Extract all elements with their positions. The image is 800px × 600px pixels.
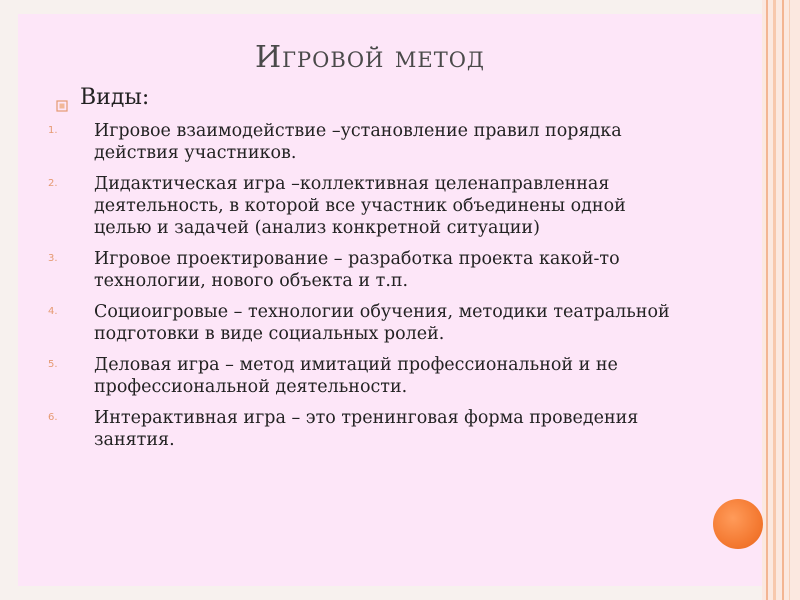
list-item (48, 248, 688, 292)
list-item-text: Деловая игра – метод имитаций профессиональной и не профессиональной деятельности. (94, 355, 618, 397)
side-decoration-line (773, 0, 776, 600)
list-item-text: Дидактическая игра –коллективная целенаправленная деятельность, в которой все участник объединены одной целью и задачей (анализ конкретной ситуации) (94, 174, 626, 238)
list-item-number: 5. (48, 359, 58, 370)
orange-circle-decoration (713, 499, 763, 549)
side-decoration-line (782, 0, 784, 600)
list-item-number: 6. (48, 412, 58, 423)
list-item (48, 354, 688, 398)
list-item-text: Игровое взаимодействие –установление правил порядка действия участников. (94, 121, 622, 163)
list-item-number: 4. (48, 306, 58, 317)
list-item-number: 3. (48, 253, 58, 264)
types-list (48, 120, 688, 460)
section-label (56, 85, 149, 110)
side-decoration-line (789, 0, 790, 600)
side-decoration-line (766, 0, 768, 600)
list-item-number: 2. (48, 178, 58, 189)
list-item-text: Интерактивная игра – это тренинговая форма проведения занятия. (94, 408, 639, 450)
section-label-text: Виды: (80, 85, 150, 110)
slide-title: Игровой метод (254, 40, 486, 75)
list-item (48, 173, 688, 239)
list-item (48, 120, 688, 164)
list-item (48, 301, 688, 345)
list-item-text: Социоигровые – технологии обучения, методики театральной подготовки в виде социальных ролей. (94, 302, 670, 344)
list-item (48, 407, 688, 451)
diamond-bullet-icon (56, 93, 68, 105)
list-item-text: Игровое проектирование – разработка проекта какой-то технологии, нового объекта и т.п. (94, 249, 620, 291)
list-item-number: 1. (48, 125, 58, 136)
